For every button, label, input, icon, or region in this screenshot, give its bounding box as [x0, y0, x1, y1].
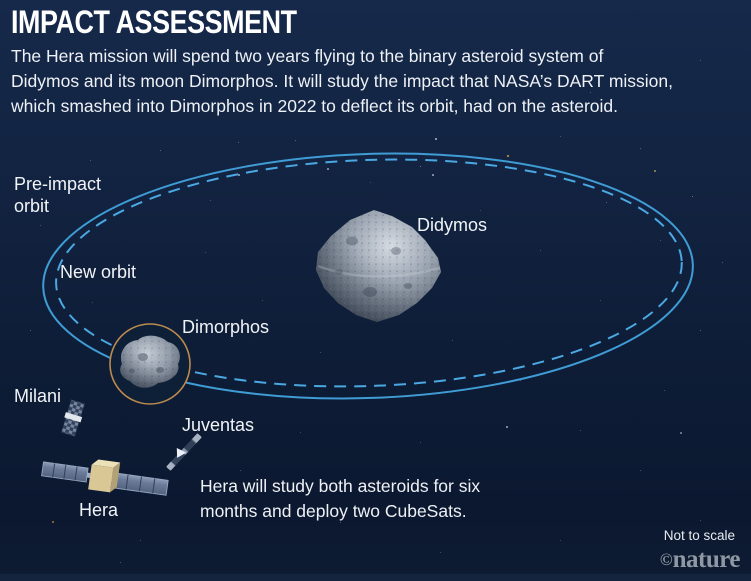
caption-text [200, 474, 480, 524]
milani-label: Milani [14, 386, 62, 406]
bottom-edge-glow [0, 574, 751, 581]
copyright-icon: © [659, 550, 673, 569]
juventas-label: Juventas [182, 415, 255, 435]
intro-line: The Hera mission will spend two years flying to the binary asteroid system of [11, 46, 604, 66]
intro-line: which smashed into Dimorphos in 2022 to deflect its orbit, had on the asteroid. [11, 96, 619, 116]
hera-label: Hera [79, 500, 119, 520]
page-title: IMPACT ASSESSMENT [11, 4, 297, 40]
intro-line: Didymos and its moon Dimorphos. It will study the impact that NASA’s DART mission, [11, 71, 674, 91]
nature-wordmark: nature [672, 546, 740, 573]
hera-spacecraft-icon [41, 452, 170, 500]
nature-logo [660, 547, 740, 573]
caption-line: months and deploy two CubeSats. [200, 501, 467, 521]
didymos-label: Didymos [417, 215, 488, 235]
dimorphos-label: Dimorphos [182, 317, 270, 337]
pre-impact-orbit-label: Pre-impact orbit [14, 174, 102, 216]
new-orbit-label: New orbit [60, 262, 137, 282]
caption-line: Hera will study both asteroids for six [200, 476, 481, 496]
not-to-scale-note: Not to scale [663, 528, 735, 543]
milani-cubesat-icon [60, 399, 86, 436]
intro-text [11, 44, 673, 119]
